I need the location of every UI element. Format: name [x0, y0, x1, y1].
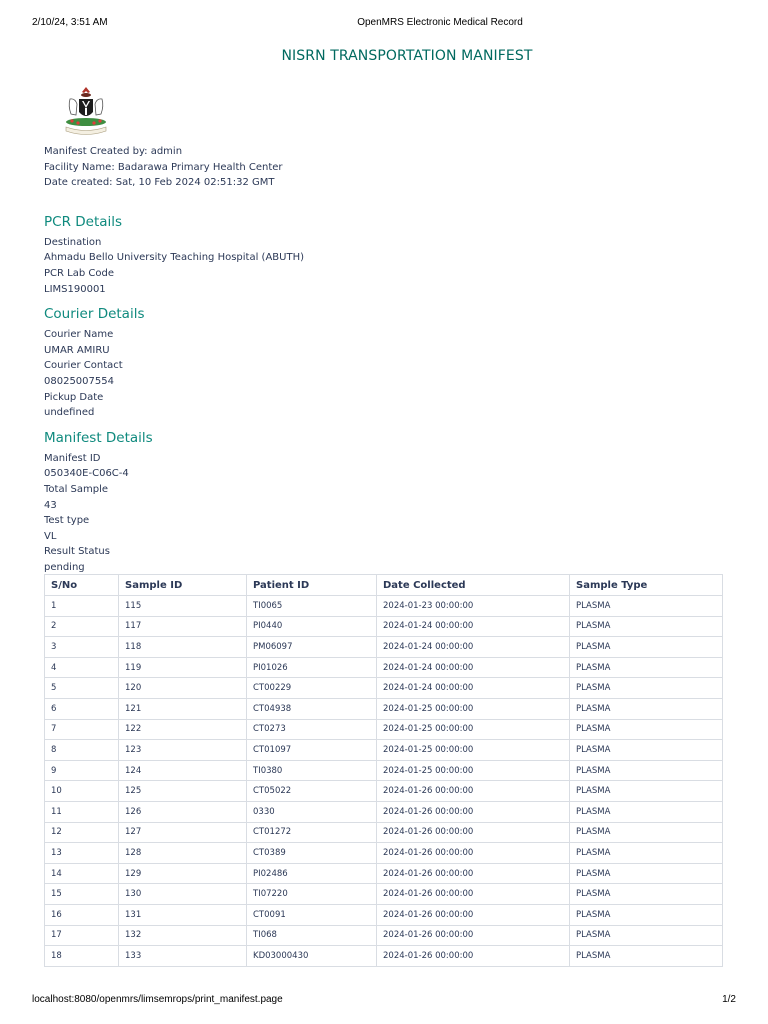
cell-sample-id: 118: [119, 637, 247, 658]
manifest-content: [44, 144, 734, 575]
column-header-sample-type: Sample Type: [570, 575, 723, 596]
table-header-row: [45, 575, 723, 596]
cell-sno: 4: [45, 657, 119, 678]
cell-date-collected: 2024-01-26 00:00:00: [377, 822, 570, 843]
cell-patient-id: PI01026: [247, 657, 377, 678]
table-row: [45, 843, 723, 864]
manifest-details-heading: Manifest Details: [44, 429, 153, 446]
cell-patient-id: CT00229: [247, 678, 377, 699]
column-header-patient-id: Patient ID: [247, 575, 377, 596]
cell-sample-type: PLASMA: [570, 925, 723, 946]
cell-sno: 12: [45, 822, 119, 843]
cell-date-collected: 2024-01-23 00:00:00: [377, 596, 570, 617]
print-datetime: 2/10/24, 3:51 AM: [32, 17, 108, 28]
cell-sample-id: 128: [119, 843, 247, 864]
cell-sample-id: 117: [119, 616, 247, 637]
document-title: NISRN TRANSPORTATION MANIFEST: [281, 48, 533, 64]
cell-sample-id: 119: [119, 657, 247, 678]
facility-name-text: Facility Name: Badarawa Primary Health Center: [44, 161, 283, 173]
cell-date-collected: 2024-01-26 00:00:00: [377, 946, 570, 967]
page-number: 1/2: [722, 994, 736, 1005]
cell-sno: 17: [45, 925, 119, 946]
column-header-sample-id: Sample ID: [119, 575, 247, 596]
table-row: [45, 596, 723, 617]
cell-sample-type: PLASMA: [570, 657, 723, 678]
samples-table: [44, 574, 723, 967]
cell-date-collected: 2024-01-26 00:00:00: [377, 904, 570, 925]
cell-sample-id: 115: [119, 596, 247, 617]
table-row: [45, 781, 723, 802]
cell-sno: 18: [45, 946, 119, 967]
result-status-value: pending: [44, 561, 85, 573]
cell-date-collected: 2024-01-26 00:00:00: [377, 843, 570, 864]
cell-sample-type: PLASMA: [570, 596, 723, 617]
table-row: [45, 822, 723, 843]
table-row: [45, 925, 723, 946]
nigeria-coat-of-arms-icon: [58, 84, 114, 138]
cell-patient-id: PI02486: [247, 863, 377, 884]
table-row: [45, 719, 723, 740]
cell-sno: 3: [45, 637, 119, 658]
destination-value: Ahmadu Bello University Teaching Hospital (ABUTH): [44, 252, 304, 264]
cell-date-collected: 2024-01-25 00:00:00: [377, 760, 570, 781]
cell-patient-id: TI068: [247, 925, 377, 946]
cell-sample-type: PLASMA: [570, 616, 723, 637]
manifest-id-label: Manifest ID: [44, 452, 101, 464]
cell-patient-id: TI0380: [247, 760, 377, 781]
cell-sample-id: 124: [119, 760, 247, 781]
cell-sample-type: PLASMA: [570, 760, 723, 781]
table-body: [45, 596, 723, 967]
cell-date-collected: 2024-01-24 00:00:00: [377, 616, 570, 637]
cell-patient-id: TI07220: [247, 884, 377, 905]
cell-sample-id: 129: [119, 863, 247, 884]
cell-sample-id: 126: [119, 801, 247, 822]
pcr-lab-code-value: LIMS190001: [44, 283, 106, 295]
cell-date-collected: 2024-01-26 00:00:00: [377, 925, 570, 946]
cell-sno: 2: [45, 616, 119, 637]
date-created-text: Date created: Sat, 10 Feb 2024 02:51:32 GMT: [44, 177, 275, 189]
cell-sample-type: PLASMA: [570, 884, 723, 905]
manifest-id-value: 050340E-C06C-4: [44, 468, 129, 480]
created-by-text: Manifest Created by: admin: [44, 146, 183, 157]
courier-contact-label: Courier Contact: [44, 360, 123, 372]
cell-patient-id: 0330: [247, 801, 377, 822]
cell-date-collected: 2024-01-24 00:00:00: [377, 678, 570, 699]
cell-sample-id: 121: [119, 698, 247, 719]
total-sample-value: 43: [44, 499, 57, 511]
cell-sno: 13: [45, 843, 119, 864]
cell-sample-type: PLASMA: [570, 801, 723, 822]
table-row: [45, 863, 723, 884]
table-row: [45, 904, 723, 925]
cell-sample-type: PLASMA: [570, 822, 723, 843]
cell-sample-id: 130: [119, 884, 247, 905]
courier-name-label: Courier Name: [44, 329, 114, 341]
cell-sample-type: PLASMA: [570, 678, 723, 699]
table-row: [45, 801, 723, 822]
cell-patient-id: KD03000430: [247, 946, 377, 967]
cell-sno: 8: [45, 740, 119, 761]
cell-sno: 6: [45, 698, 119, 719]
cell-date-collected: 2024-01-26 00:00:00: [377, 801, 570, 822]
cell-sno: 7: [45, 719, 119, 740]
cell-patient-id: CT01272: [247, 822, 377, 843]
cell-patient-id: PI0440: [247, 616, 377, 637]
table-row: [45, 657, 723, 678]
cell-sample-id: 132: [119, 925, 247, 946]
cell-date-collected: 2024-01-26 00:00:00: [377, 863, 570, 884]
cell-sample-type: PLASMA: [570, 946, 723, 967]
print-footer: [0, 994, 768, 1008]
table-row: [45, 760, 723, 781]
cell-sample-id: 120: [119, 678, 247, 699]
cell-date-collected: 2024-01-25 00:00:00: [377, 740, 570, 761]
test-type-value: VL: [44, 530, 57, 542]
cell-patient-id: CT0273: [247, 719, 377, 740]
cell-patient-id: CT0091: [247, 904, 377, 925]
cell-sample-id: 123: [119, 740, 247, 761]
cell-sample-id: 122: [119, 719, 247, 740]
cell-patient-id: PM06097: [247, 637, 377, 658]
cell-date-collected: 2024-01-26 00:00:00: [377, 884, 570, 905]
column-header-sno: S/No: [45, 575, 119, 596]
cell-sample-id: 131: [119, 904, 247, 925]
cell-patient-id: CT04938: [247, 698, 377, 719]
table-row: [45, 678, 723, 699]
table-row: [45, 616, 723, 637]
cell-sno: 10: [45, 781, 119, 802]
courier-contact-value: 08025007554: [44, 375, 114, 387]
cell-patient-id: CT01097: [247, 740, 377, 761]
cell-date-collected: 2024-01-25 00:00:00: [377, 719, 570, 740]
pcr-lab-code-label: PCR Lab Code: [44, 267, 114, 279]
cell-sample-type: PLASMA: [570, 740, 723, 761]
cell-sample-type: PLASMA: [570, 637, 723, 658]
cell-date-collected: 2024-01-24 00:00:00: [377, 637, 570, 658]
cell-sno: 14: [45, 863, 119, 884]
cell-sample-type: PLASMA: [570, 843, 723, 864]
cell-sno: 15: [45, 884, 119, 905]
cell-sno: 1: [45, 596, 119, 617]
cell-sample-id: 127: [119, 822, 247, 843]
courier-name-value: UMAR AMIRU: [44, 344, 110, 356]
cell-sample-type: PLASMA: [570, 698, 723, 719]
cell-sno: 9: [45, 760, 119, 781]
table-row: [45, 946, 723, 967]
pickup-date-label: Pickup Date: [44, 391, 104, 403]
print-url: localhost:8080/openmrs/limsemrops/print_manifest.page: [32, 994, 283, 1005]
cell-sample-type: PLASMA: [570, 904, 723, 925]
test-type-label: Test type: [44, 515, 90, 527]
cell-date-collected: 2024-01-24 00:00:00: [377, 657, 570, 678]
cell-sno: 5: [45, 678, 119, 699]
table-row: [45, 698, 723, 719]
table-row: [45, 740, 723, 761]
print-header: [0, 17, 768, 31]
cell-sno: 11: [45, 801, 119, 822]
pickup-date-value: undefined: [44, 407, 95, 419]
table-row: [45, 637, 723, 658]
cell-patient-id: TI0065: [247, 596, 377, 617]
cell-sample-type: PLASMA: [570, 781, 723, 802]
total-sample-label: Total Sample: [44, 483, 109, 495]
cell-sample-id: 125: [119, 781, 247, 802]
destination-label: Destination: [44, 236, 102, 248]
cell-sample-type: PLASMA: [570, 863, 723, 884]
pcr-details-heading: PCR Details: [44, 213, 123, 230]
courier-details-heading: Courier Details: [44, 306, 145, 323]
table-row: [45, 884, 723, 905]
cell-date-collected: 2024-01-26 00:00:00: [377, 781, 570, 802]
column-header-date-collected: Date Collected: [377, 575, 570, 596]
cell-date-collected: 2024-01-25 00:00:00: [377, 698, 570, 719]
cell-patient-id: CT05022: [247, 781, 377, 802]
cell-patient-id: CT0389: [247, 843, 377, 864]
result-status-label: Result Status: [44, 546, 110, 558]
cell-sample-type: PLASMA: [570, 719, 723, 740]
print-page-title: OpenMRS Electronic Medical Record: [357, 17, 523, 28]
cell-sample-id: 133: [119, 946, 247, 967]
cell-sno: 16: [45, 904, 119, 925]
